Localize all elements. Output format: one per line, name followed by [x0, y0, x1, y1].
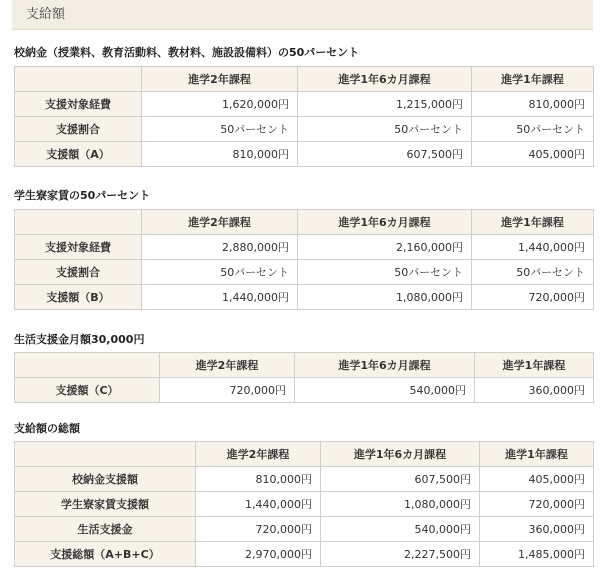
- table-cell: 720,000円: [480, 492, 594, 517]
- table-cell: 405,000円: [472, 142, 594, 167]
- table-cell: 1,485,000円: [480, 542, 594, 567]
- living-support-table: [14, 352, 594, 403]
- column-header: 進学2年課程: [160, 353, 295, 378]
- table-cell: 720,000円: [160, 378, 295, 403]
- column-header: 進学1年6カ月課程: [321, 442, 480, 467]
- column-header: 進学2年課程: [196, 442, 321, 467]
- table-row: [15, 517, 594, 542]
- table-cell: 1,080,000円: [321, 492, 480, 517]
- table-cell: 2,227,500円: [321, 542, 480, 567]
- table-cell: 1,440,000円: [196, 492, 321, 517]
- table-cell: 50パーセント: [298, 260, 472, 285]
- table-row: [15, 378, 594, 403]
- table-cell: 1,440,000円: [472, 235, 594, 260]
- row-header: 支援額（B）: [15, 285, 142, 310]
- section-title-total: 支給額の総額: [14, 422, 80, 435]
- row-header: 学生寮家賃支援額: [15, 492, 196, 517]
- table-row: [15, 492, 594, 517]
- table-cell: 50パーセント: [472, 260, 594, 285]
- tuition-table: [14, 66, 594, 167]
- table-cell: 50パーセント: [298, 117, 472, 142]
- table-cell: 405,000円: [480, 467, 594, 492]
- table-cell: 360,000円: [475, 378, 594, 403]
- table-cell: 1,440,000円: [142, 285, 298, 310]
- table-cell: 2,880,000円: [142, 235, 298, 260]
- table-cell: 607,500円: [298, 142, 472, 167]
- table-cell: 50パーセント: [142, 260, 298, 285]
- table-row: [15, 142, 594, 167]
- table-header-row: [15, 353, 594, 378]
- column-header: 進学1年課程: [472, 210, 594, 235]
- row-header: 支援額（A）: [15, 142, 142, 167]
- table-cell: 2,970,000円: [196, 542, 321, 567]
- column-header: 進学1年6カ月課程: [298, 210, 472, 235]
- table-cell: 720,000円: [472, 285, 594, 310]
- table-header-row: [15, 210, 594, 235]
- table-cell: 50パーセント: [472, 117, 594, 142]
- column-header: 進学1年6カ月課程: [295, 353, 475, 378]
- table-header-row: [15, 442, 594, 467]
- column-header: 進学1年課程: [480, 442, 594, 467]
- corner-cell: [15, 442, 196, 467]
- table-row: [15, 467, 594, 492]
- table-row: [15, 285, 594, 310]
- table-cell: 810,000円: [142, 142, 298, 167]
- table-row: [15, 235, 594, 260]
- dormitory-table: [14, 209, 594, 310]
- row-header: 生活支援金: [15, 517, 196, 542]
- table-cell: 360,000円: [480, 517, 594, 542]
- table-row: [15, 92, 594, 117]
- row-header: 校納金支援額: [15, 467, 196, 492]
- page-title: 支給額: [12, 0, 593, 30]
- table-cell: 1,215,000円: [298, 92, 472, 117]
- row-header: 支援割合: [15, 260, 142, 285]
- row-header: 支援対象経費: [15, 92, 142, 117]
- section-title-dormitory: 学生寮家賃の50パーセント: [14, 189, 151, 202]
- column-header: 進学1年6カ月課程: [298, 67, 472, 92]
- row-header: 支援額（C）: [15, 378, 160, 403]
- total-table: [14, 441, 594, 567]
- table-cell: 540,000円: [295, 378, 475, 403]
- row-header: 支援対象経費: [15, 235, 142, 260]
- table-cell: 1,080,000円: [298, 285, 472, 310]
- table-cell: 540,000円: [321, 517, 480, 542]
- table-cell: 1,620,000円: [142, 92, 298, 117]
- table-header-row: [15, 67, 594, 92]
- table-cell: 720,000円: [196, 517, 321, 542]
- column-header: 進学1年課程: [472, 67, 594, 92]
- section-title-tuition: 校納金（授業料、教育活動料、教材料、施設設備料）の50パーセント: [14, 46, 360, 59]
- corner-cell: [15, 67, 142, 92]
- column-header: 進学1年課程: [475, 353, 594, 378]
- table-row: [15, 542, 594, 567]
- column-header: 進学2年課程: [142, 67, 298, 92]
- section-title-living-support: 生活支援金月額30,000円: [14, 333, 145, 346]
- row-header: 支援総額（A+B+C）: [15, 542, 196, 567]
- table-cell: 50パーセント: [142, 117, 298, 142]
- row-header: 支援割合: [15, 117, 142, 142]
- table-cell: 810,000円: [472, 92, 594, 117]
- table-row: [15, 117, 594, 142]
- corner-cell: [15, 210, 142, 235]
- column-header: 進学2年課程: [142, 210, 298, 235]
- corner-cell: [15, 353, 160, 378]
- table-cell: 810,000円: [196, 467, 321, 492]
- table-row: [15, 260, 594, 285]
- table-cell: 607,500円: [321, 467, 480, 492]
- table-cell: 2,160,000円: [298, 235, 472, 260]
